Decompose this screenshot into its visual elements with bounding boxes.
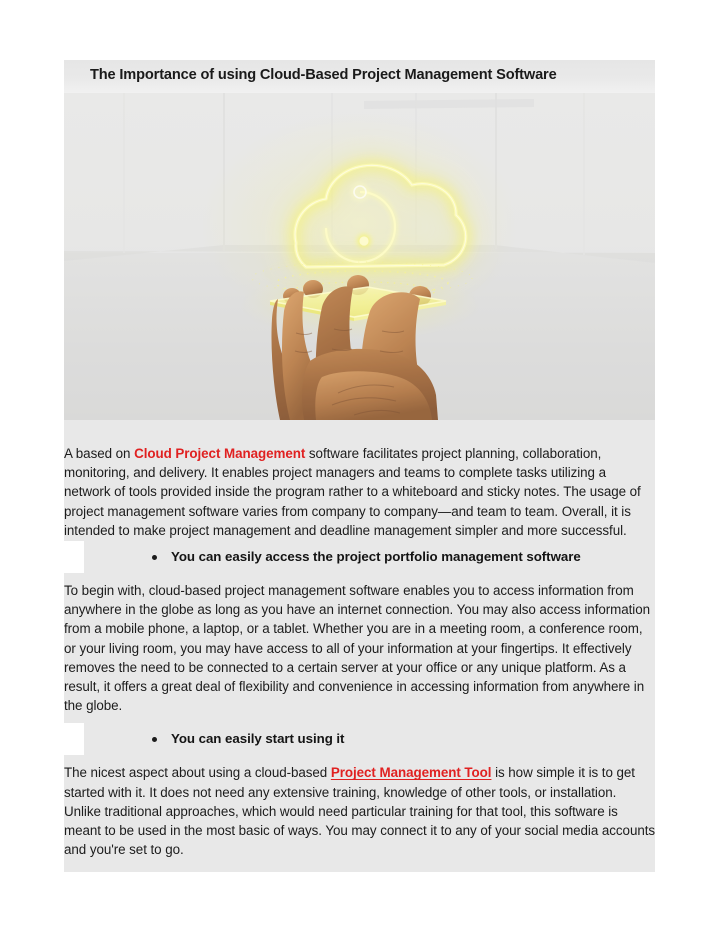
intro-paragraph [64,420,655,541]
hero-image [64,93,655,420]
hero-illustration [64,93,655,420]
bullet-row-1 [64,541,655,573]
intro-text-before-link: A based on [64,446,135,461]
section-2-text-after-link: is how simple it is to get started with it. It does not need any extensive training, knowledge of other tools, or installation. Unlike traditional approaches, which would need particular training for that tool, this software is meant to be used in the most basic of ways. You may connect it to any of your social media accounts and you're set to go. [64,765,656,858]
section-2-text-before-link: The nicest aspect about using a cloud-based [64,765,331,781]
project-management-tool-link[interactable]: Project Management Tool [330,765,492,781]
page-title: The Importance of using Cloud-Based Project Management Software [90,67,557,83]
article-body [64,420,655,872]
bullet-point-icon [152,555,157,560]
article-title-bar [64,60,655,93]
section-1-paragraph: To begin with, cloud-based project management software enables you to access information from anywhere in the globe as long as you have an internet connection. You may also access information from a mobile phone, a laptop, or a tablet. Whether you are in a meeting room, a conference room, or your living room, you may have access to all of your information at your fingertips. It effectively removes the need to be connected to a certain server at your office or any unique platform. As a result, it offers a great deal of flexibility and convenience in accessing information from anywhere in the globe. [64,573,655,723]
bullet-row-2 [64,723,655,755]
section-2-paragraph [64,755,655,872]
bullet-heading-1: You can easily access the project portfolio management software [171,549,581,565]
intro-text-after-link: software facilitates project planning, collaboration, monitoring, and delivery. It enables project managers and teams to complete tasks utilizing a network of tools provided inside the program rather to a whiteboard and sticky notes. The usage of project management software varies from company to company—and team to team. Overall, it is intended to make project management and deadline management simpler and more successful. [64,446,641,538]
bullet-heading-2: You can easily start using it [171,731,345,747]
bullet-point-icon [152,737,157,742]
cloud-project-management-link[interactable]: Cloud Project Management [134,446,306,461]
